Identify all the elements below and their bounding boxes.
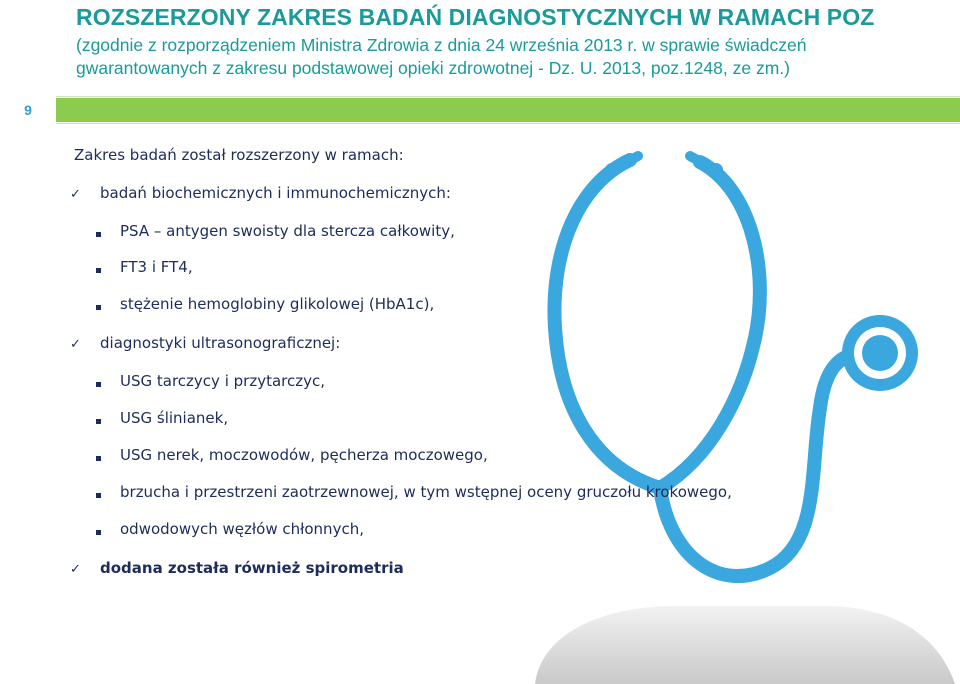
list-item: USG ślinianek, (120, 409, 229, 427)
bullet-icon (96, 305, 101, 310)
bullet-icon (96, 530, 101, 535)
check-icon: ✓ (70, 562, 81, 577)
page-subtitle: (zgodnie z rozporządzeniem Ministra Zdrowia z dnia 24 września 2013 r. w sprawie świadczeń gwarantowanych z zakresu podstawowej opieki zdrowotnej - Dz. U. 2013, poz.1248, ze zm.) (76, 35, 807, 78)
bullet-icon (96, 493, 101, 498)
slide-number: 9 (0, 96, 56, 124)
list-item: FT3 i FT4, (120, 258, 193, 276)
list-item: USG tarczycy i przytarczyc, (120, 372, 325, 390)
list-item: stężenie hemoglobiny glikolowej (HbA1c), (120, 295, 435, 313)
bullet-icon (96, 268, 101, 273)
list-item: brzucha i przestrzeni zaotrzewnowej, w tym wstępnej oceny gruczołu krokowego, (120, 483, 732, 501)
header-bar (56, 98, 960, 122)
list-item: PSA – antygen swoisty dla stercza całkowity, (120, 222, 455, 240)
check-icon: ✓ (70, 337, 81, 352)
intro-text: Zakres badań został rozszerzony w ramach: (74, 146, 404, 164)
section-label-biochem: badań biochemicznych i immunochemicznych: (100, 184, 451, 202)
bullet-icon (96, 382, 101, 387)
decorative-shadow (530, 600, 960, 684)
bullet-icon (96, 419, 101, 424)
stethoscope-icon (520, 138, 960, 608)
list-item: odwodowych węzłów chłonnych, (120, 520, 364, 538)
bullet-icon (96, 232, 101, 237)
page-title: ROZSZERZONY ZAKRES BADAŃ DIAGNOSTYCZNYCH W RAMACH POZ (76, 4, 875, 30)
check-icon: ✓ (70, 187, 81, 202)
bullet-icon (96, 456, 101, 461)
section-label-usg: diagnostyki ultrasonograficznej: (100, 334, 341, 352)
list-item: USG nerek, moczowodów, pęcherza moczowego, (120, 446, 488, 464)
section-label-spirometry: dodana została również spirometria (100, 559, 404, 577)
